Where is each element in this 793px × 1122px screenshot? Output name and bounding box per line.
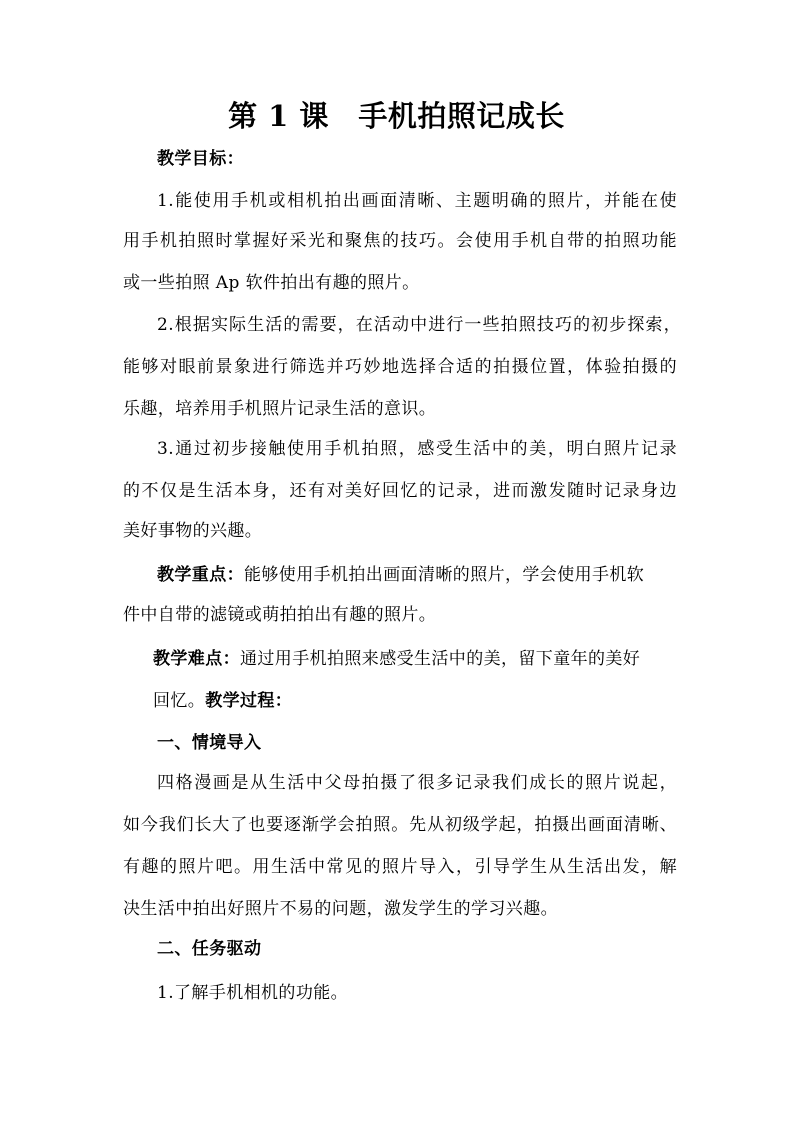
difficulty-text: 通过用手机拍照来感受生活中的美，留下童年的美好 (240, 649, 641, 669)
section1-heading: 一、情境导入 (157, 733, 262, 753)
section1-line4: 决生活中拍出好照片不易的问题，激发学生的学习兴趣。 (123, 899, 558, 919)
goal2-line3: 乐趣，培养用手机照片记录生活的意识。 (123, 399, 437, 419)
section1-line3: 有趣的照片吧。用生活中常见的照片导入，引导学生从生活出发，解 (123, 857, 677, 877)
key-point-text: 能够使用手机拍出画面清晰的照片，学会使用手机软 (244, 565, 645, 585)
goal2-line2: 能够对眼前景象进行筛选并巧妙地选择合适的拍摄位置，体验拍摄的 (123, 357, 677, 377)
key-point-label: 教学重点： (157, 565, 244, 585)
goal1-line1: 1.能使用手机或相机拍出画面清晰、主题明确的照片，并能在使 (157, 191, 677, 211)
goal3-line1: 3.通过初步接触使用手机拍照，感受生活中的美，明白照片记录 (157, 439, 677, 459)
section2-heading: 二、任务驱动 (157, 939, 262, 959)
section1-line2: 如今我们长大了也要逐渐学会拍照。先从初级学起，拍摄出画面清晰、 (123, 815, 677, 835)
goal1-line2: 用手机拍照时掌握好采光和聚焦的技巧。会使用手机自带的拍照功能 (123, 231, 677, 251)
key-point-line1 (157, 560, 677, 590)
goals-heading: 教学目标： (157, 149, 244, 169)
difficulty-line1 (153, 644, 713, 674)
goal3-line3: 美好事物的兴趣。 (123, 521, 263, 541)
difficulty-text-end: 回忆。 (153, 691, 206, 711)
section2-line1: 1.了解手机相机的功能。 (157, 983, 349, 1003)
goal3-line2: 的不仅是生活本身，还有对美好回忆的记录，进而激发随时记录身边 (123, 481, 677, 501)
difficulty-label: 教学难点： (153, 649, 240, 669)
lesson-title: 第 1 课 手机拍照记成长 (228, 99, 565, 133)
difficulty-line2 (153, 686, 713, 716)
goal1-line3: 或一些拍照 Ap 软件拍出有趣的照片。 (123, 273, 420, 293)
goal2-line1: 2.根据实际生活的需要，在活动中进行一些拍照技巧的初步探索， (157, 315, 681, 335)
key-point-line2: 件中自带的滤镜或萌拍拍出有趣的照片。 (123, 605, 437, 625)
section1-line1: 四格漫画是从生活中父母拍摄了很多记录我们成长的照片说起， (157, 773, 677, 793)
process-heading: 教学过程： (205, 691, 293, 711)
